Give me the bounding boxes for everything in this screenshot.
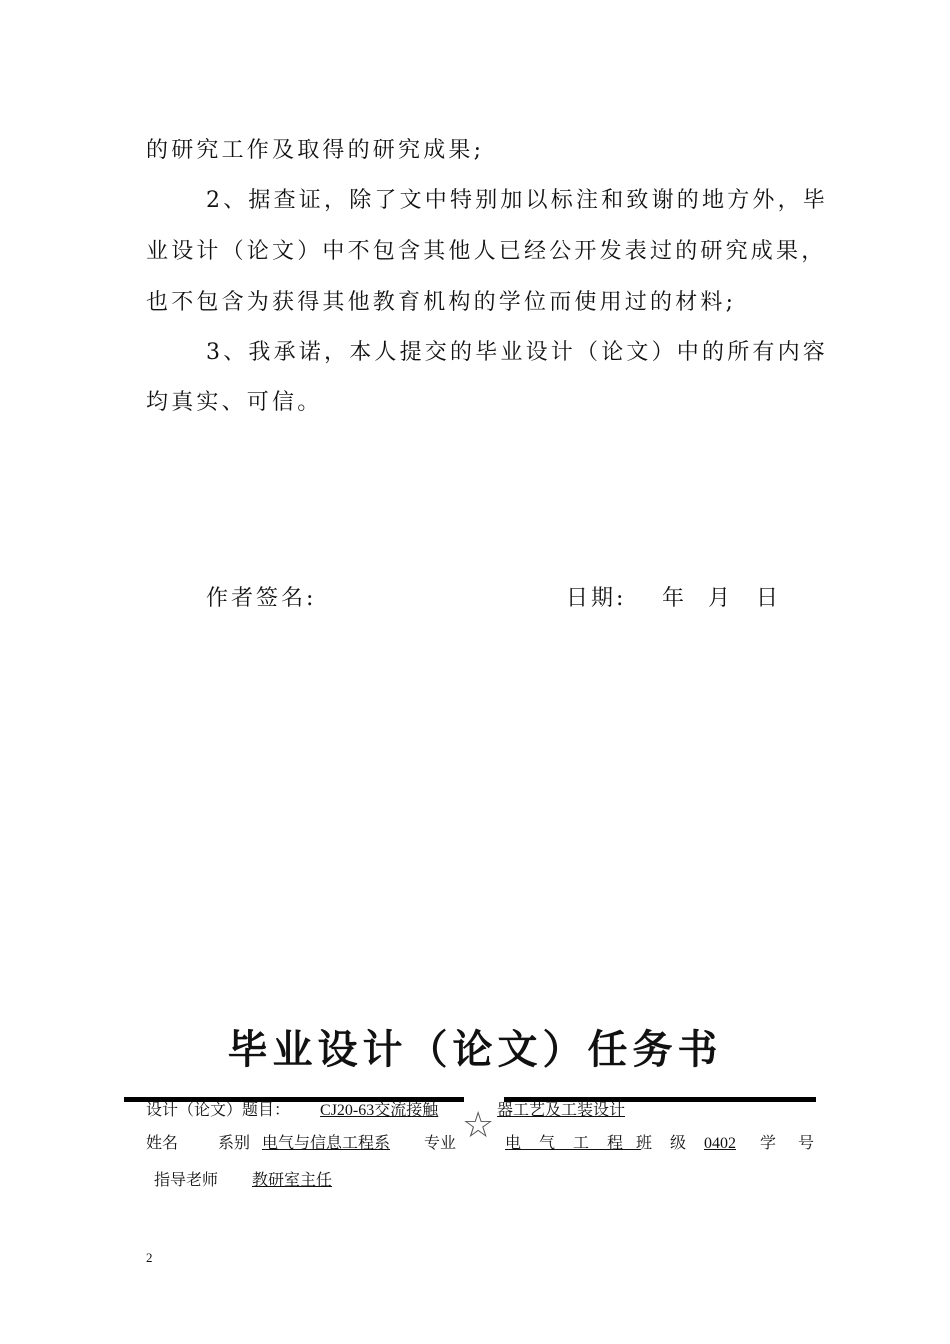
topic-label: 设计（论文）题目： [146,1102,291,1119]
advisor-label: 指导老师 [154,1172,219,1189]
director-label: 教研室主任 [252,1172,333,1189]
director-row [234,1171,364,1191]
page-number: 2 [146,1250,153,1265]
date-day: 日 [756,586,782,611]
body-line-3: 业设计（论文）中不包含其他人已经公开发表过的研究成果， [146,239,827,264]
class-value: 0402 [704,1135,736,1152]
date-month: 月 [708,586,734,611]
task-book-title: 毕业设计（论文）任务书 [227,1027,723,1073]
date-year: 年 [662,586,688,611]
body-line-4: 也不包含为获得其他教育机构的学位而使用过的材料; [146,290,737,315]
name-label: 姓名 [146,1135,179,1152]
topic-value-part2: 器工艺及工装设计 [497,1102,626,1119]
body-line-2: 2、据查证，除了文中特别加以标注和致谢的地方外，毕 [206,188,828,213]
dept-value: 电气与信息工程系 [262,1135,391,1152]
class-label: 班级 [636,1135,705,1152]
topic-value-part1: CJ20-63交流接触 [320,1102,439,1119]
major-label: 专业 [424,1135,457,1152]
author-signature-label: 作者签名: [206,586,317,611]
body-line-6: 均真实、可信。 [146,390,323,415]
star-outline-icon: ☆ [462,1105,495,1146]
director-blank [332,1172,364,1189]
major-value: 电气工程 [505,1135,642,1152]
student-no-label: 学号 [760,1135,837,1152]
date-label: 日期: [566,586,627,611]
body-line-1: 的研究工作及取得的研究成果; [146,138,485,163]
dept-label: 系别 [218,1135,251,1152]
body-line-5: 3、我承诺，本人提交的毕业设计（论文）中的所有内容 [206,340,828,365]
topic-row [146,1101,438,1121]
